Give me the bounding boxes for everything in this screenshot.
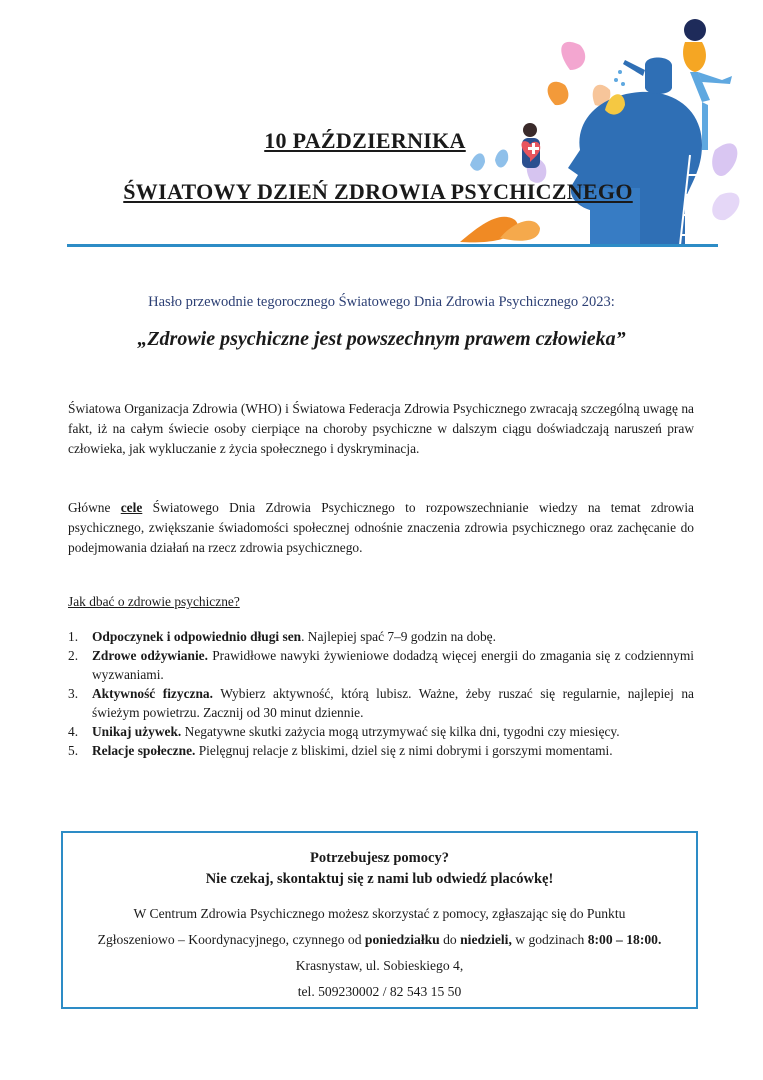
list-item [68, 627, 694, 646]
tips-list [68, 627, 694, 760]
paragraph-goals [68, 498, 694, 558]
leaf-blue [470, 153, 485, 170]
person-head [684, 19, 706, 41]
list-number: 1. [68, 629, 79, 644]
help-hours-line [63, 932, 696, 948]
help-info-line: W Centrum Zdrowia Psychicznego możesz skorzystać z pomocy, zgłaszając się do Punktu [133, 906, 626, 921]
header-divider [67, 244, 718, 247]
help-subtitle: Nie czekaj, skontaktuj się z nami lub odwiedź placówkę! [205, 871, 554, 887]
header [0, 0, 763, 250]
howto-heading: Jak dbać o zdrowie psychiczne? [68, 594, 240, 609]
tip-title: Zdrowe odżywianie. [92, 648, 208, 663]
leaf-pink [561, 42, 585, 70]
tip-title: Relacje społeczne. [92, 743, 196, 758]
help-title: Potrzebujesz pomocy? [310, 850, 449, 866]
tip-title: Unikaj używek. [92, 724, 182, 739]
tip-text: Negatywne skutki zażycia mogą utrzymywać się kilka dni, tygodni czy miesięcy. [181, 724, 620, 739]
list-item [68, 646, 694, 684]
person-body [683, 42, 706, 72]
tip-text: Pielęgnuj relacje z bliskimi, dziel się z nimi dobrymi i gorszymi momentami. [195, 743, 613, 758]
hours-text-c: do [439, 932, 461, 947]
hours-from-day: poniedziałku [364, 932, 440, 947]
title-date: 10 PAŹDZIERNIKA [264, 128, 466, 153]
motto-intro: Hasło przewodnie tegorocznego Światowego Dnia Zdrowia Psychicznego 2023: [148, 294, 615, 310]
tip-title: Odpoczynek i odpowiednio długi sen [92, 629, 302, 644]
tip-text: . Najlepiej spać 7–9 godzin na dobę. [301, 629, 496, 644]
help-box [61, 831, 698, 1009]
goals-keyword: cele [120, 500, 143, 515]
hours-range: 8:00 – 18:00. [587, 932, 662, 947]
list-number: 2. [68, 648, 79, 663]
list-number: 4. [68, 724, 79, 739]
list-item [68, 722, 694, 741]
tip-text: Wybierz aktywność, którą lubisz. Ważne, żeby ruszać się regularnie, najlepiej na świeżym powietrzu. Zacznij od 30 minut dziennie. [92, 686, 694, 720]
list-item [68, 684, 694, 722]
goals-rest: Światowego Dnia Zdrowia Psychicznego to rozpowszechnianie wiedzy na temat zdrowia psychicznego, zwiększanie świadomości społecznej odnośnie znaczenia zdrowia psychicznego oraz zachęcanie do podejmowania działań na rzecz zdrowia psychicznego. [68, 500, 695, 555]
watering-can-icon [645, 58, 672, 95]
motto-text: „Zdrowie psychiczne jest powszechnym prawem człowieka” [137, 328, 626, 350]
goals-prefix: Główne [68, 500, 121, 515]
paragraph-who: Światowa Organizacja Zdrowia (WHO) i Światowa Federacja Zdrowia Psychicznego zwracają szczególną uwagę na fakt, iż na całym świecie osoby cierpiące na choroby psychiczne w dalszym ciągu doświadczają naruszeń praw człowieka, jak wykluczanie z życia społecznego i dyskryminacja. [68, 401, 694, 456]
leaf-orange [548, 82, 569, 105]
title-event: ŚWIATOWY DZIEŃ ZDROWIA PSYCHICZNEGO [123, 179, 633, 204]
list-number: 5. [68, 743, 79, 758]
list-number: 3. [68, 686, 79, 701]
tip-text: Prawidłowe nawyki żywieniowe dodadzą więcej energii do zmagania się z codziennymi wyzwaniami. [92, 648, 694, 682]
hours-to-day: niedzieli, [460, 932, 512, 947]
list-item [68, 741, 694, 760]
help-address: Krasnystaw, ul. Sobieskiego 4, [295, 958, 464, 973]
hours-text-a: Zgłoszeniowo – Koordynacyjnego, czynnego od [97, 932, 365, 947]
tip-title: Aktywność fizyczna. [92, 686, 213, 701]
hours-text-e: w godzinach [511, 932, 588, 947]
help-phone: tel. 509230002 / 82 543 15 50 [297, 984, 462, 999]
